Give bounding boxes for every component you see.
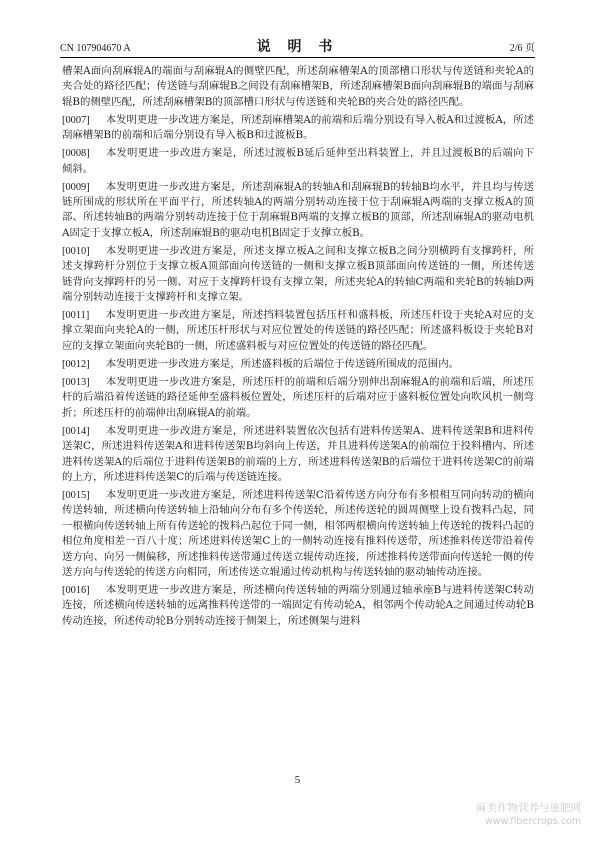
paragraph-number: [0012] bbox=[62, 358, 90, 370]
paragraph-text: 本发明更进一步改进方案是，所述刮麻辊A的转轴A和刮麻辊B的转轴B均水平，并且均与传送链所围成的形状所在平面平行，所述转轴A的两端分别转动连接于位于刮麻辊A两端的支撑立板A的顶部、所述转轴B的两端分别转动连接于位于刮麻辊B两端的支撑立板B的顶部，所述刮麻辊A的驱动电机A固定于支撑立板A，所述刮麻辊B的驱动电机B固定于支撑立板B。 bbox=[62, 180, 534, 239]
paragraph-text: 本发明更进一步改进方案是，所述压杆的前端和后端分别伸出刮麻辊A的前端和后端，所述压杆的后端沿着传送链的路径延伸至盛料板位置处，所述压杆的后端对应于盛料板位置处向吹风机一侧弯折；所述压杆的前端伸出刮麻辊A的前端。 bbox=[62, 375, 534, 419]
paragraph-number: [0013] bbox=[62, 376, 90, 388]
paragraph-text: 槽架A面向刮麻辊A的端面与刮麻辊A的侧壁匹配，所述刮麻槽架A的顶部槽口形状与传送链和夹轮A的夹合处的路径匹配；传送链与刮麻辊B之间设有刮麻槽架B，所述刮麻槽架B面向刮麻辊B的端面与刮麻辊B的侧壁匹配，所述刮麻槽架B的顶部槽口形状与传送链和夹轮B的夹合处的路径匹配。 bbox=[62, 65, 534, 108]
paragraph-text: 本发明更进一步改进方案是，所述过渡板B延后延伸至出料装置上，并且过渡板B的后端向下倾斜。 bbox=[62, 147, 534, 175]
document-title: 说 明 书 bbox=[256, 39, 339, 55]
page-indicator: 2/6 页 bbox=[509, 43, 535, 54]
paragraph-number: [0014] bbox=[62, 425, 90, 437]
paragraph-text: 本发明更进一步改进方案是，所述盛料板的后端位于传送链所围成的范围内。 bbox=[105, 357, 459, 370]
paragraph bbox=[62, 146, 534, 177]
paragraph bbox=[62, 583, 534, 629]
paragraph-text: 本发明更进一步改进方案是，所述刮麻槽架A的前端和后端分别设有导入板A和过渡板A，所述刮麻槽架B的前端和后端分别设有导入板B和过渡板B。 bbox=[62, 113, 534, 142]
paragraph-number: [0011] bbox=[62, 310, 90, 322]
paragraph-number: [0007] bbox=[62, 114, 90, 126]
document-body bbox=[62, 64, 534, 632]
paragraph-text: 本发明更进一步改进方案是，所述挡料装置包括压杆和盛料板，所述压杆设于夹轮A对应的支撑立架面向夹轮A的一侧，所述压杆形状与对应位置处的传送链的路径匹配；所述盛料板设于夹轮B对应的支撑立架面向夹轮B的一侧，所述盛料板与对应位置处的传送链的路径匹配。 bbox=[62, 309, 534, 352]
paragraph bbox=[62, 113, 534, 144]
paragraph-text: 本发明更进一步改进方案是，所述支撑立板A之间和支撑立板B之间分别横跨有支撑跨杆，所述支撑跨杆分别位于支撑立板A顶部面向传送链的一侧和支撑立板B顶部面向传送链的一侧，所述传送链背向支撑跨杆的另一侧、对应于支撑跨杆设有支撑立架，所述夹轮A的转轴C两端和夹轮B的转轴D两端分别转动连接于支撑跨杆和支撑立架。 bbox=[62, 244, 534, 304]
paragraph bbox=[62, 180, 534, 242]
paragraph bbox=[62, 244, 534, 306]
paragraph bbox=[62, 375, 534, 421]
paragraph-number: [0009] bbox=[62, 181, 90, 193]
paragraph-continued bbox=[62, 64, 534, 110]
paragraph-text: 本发明更进一步改进方案是，所述横向传送转轴的两端分别通过轴承座B与进料传送架C转动连接，所述横向传送转轴的远离推料传送带的一端固定有传动轮A，相邻两个传动轮A之间通过传动轮B传动连接，所述传动轮B分别转动连接于侧架上，所述侧架与进料 bbox=[62, 583, 534, 627]
paragraph-number: [0015] bbox=[62, 489, 90, 501]
page-number: 5 bbox=[294, 774, 301, 786]
page-header bbox=[60, 37, 535, 58]
paragraph-number: [0008] bbox=[62, 148, 90, 160]
paragraph bbox=[62, 308, 534, 354]
watermark-site-name: 麻类作物营养与施肥网 bbox=[476, 802, 581, 814]
paragraph-text: 本发明更进一步改进方案是，所述进料传送架C沿着传送方向分布有多根相互同向转动的横向传送转轴，所述横向传送转轴上沿轴向分布有多个传送轮，所述传送轮的圆周侧壁上设有拨料凸起，同一根横向传送转轴上所有传送轮的拨料凸起位于同一侧，相邻两根横向传送转轴上传送轮的拨料凸起的相位角度相差一百八十度；所述进料传送架C上的一侧转动连接有推料传送带，所述推料传送带沿着传送方向、向另一侧偏移，所述推料传送带通过传送立辊传动连接，所述推料传送带面向传送轮一侧的传送方向与传送轮的传送方向相同，所述传送立辊通过传动机构与传送转轴的驱动轴传动连接。 bbox=[62, 488, 534, 578]
watermark-url: www.fibercrops.com bbox=[484, 816, 581, 827]
paragraph bbox=[62, 424, 534, 486]
paragraph bbox=[62, 357, 534, 372]
paragraph-number: [0016] bbox=[62, 584, 90, 596]
watermark bbox=[451, 802, 581, 828]
paragraph bbox=[62, 488, 534, 580]
paragraph-text: 本发明更进一步改进方案是，所述进料装置依次包括有进料传送架A、进料传送架B和进料传送架C，所述进料传送架A和进料传送架B均斜向上传送，并且进料传送架A的前端位于投料槽内、所述进料传送架A的后端位于进料传送架B的前端的上方，所述进料传送架B的后端位于进料传送架C的前端的上方，所述进料传送架C的后端与传送链连接。 bbox=[62, 424, 534, 483]
paragraph-number: [0010] bbox=[62, 245, 90, 257]
publication-number: CN 107904670 A bbox=[60, 43, 131, 54]
